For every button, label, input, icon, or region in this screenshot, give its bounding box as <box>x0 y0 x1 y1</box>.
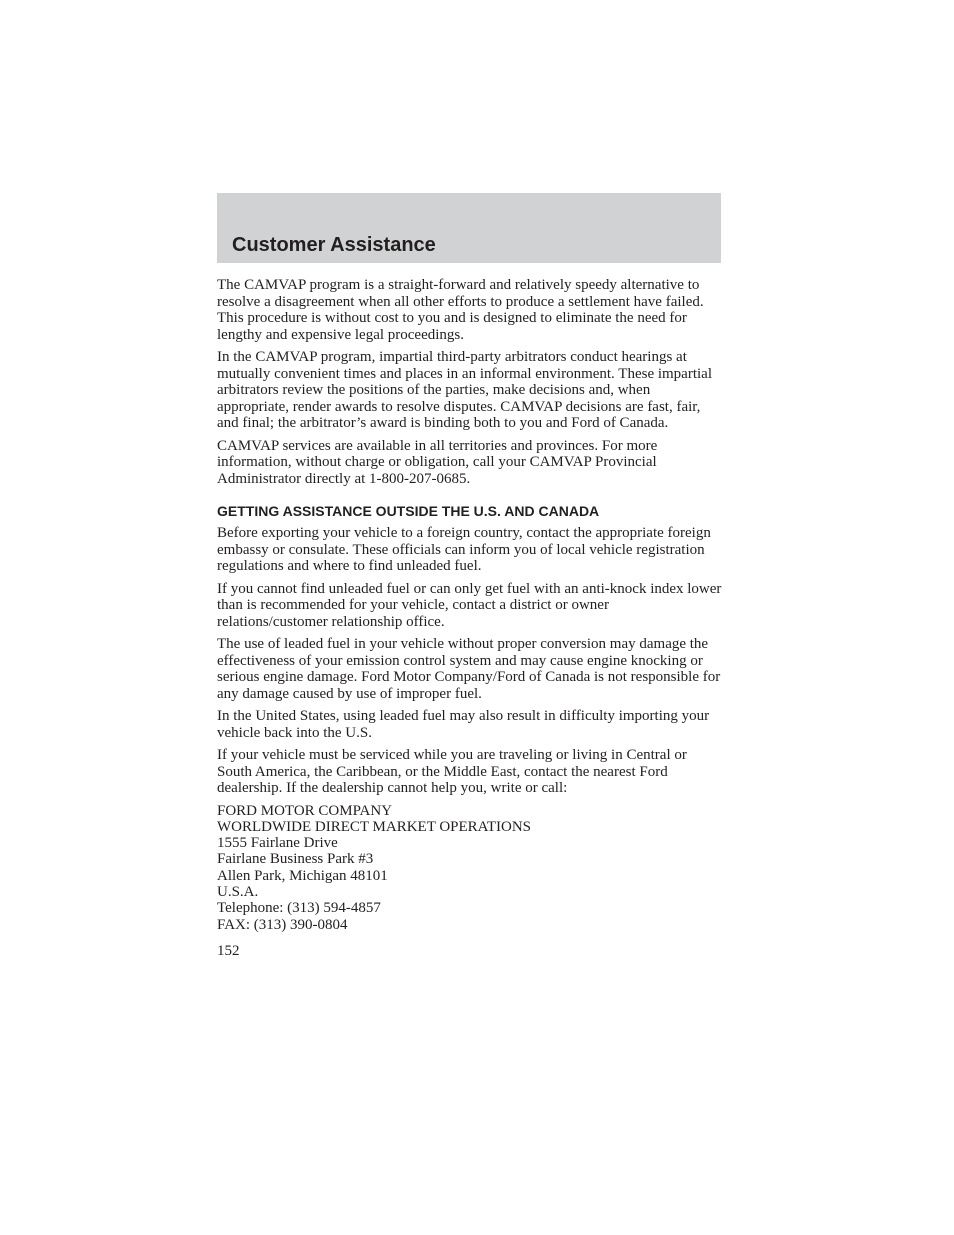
address-line: Fairlane Business Park #3 <box>217 851 374 868</box>
header-band <box>217 193 721 263</box>
paragraph-camvap-arbitrators: In the CAMVAP program, impartial third-party arbitrators conduct hearings at mutually convenient times and places in an informal environment. These impartial arbitrators review the positions of the parties, make decisions and, when appropriate, render awards to resolve disputes. CAMVAP decisions are fast, fair, and final; the arbitrator’s award is binding both to you and Ford of Canada. <box>217 349 712 431</box>
paragraph-exporting: Before exporting your vehicle to a foreign country, contact the appropriate foreign embassy or consulate. These officials can inform you of local vehicle registration regulations and where to find unleaded fuel. <box>217 525 711 574</box>
address-line: Allen Park, Michigan 48101 <box>217 867 388 884</box>
paragraph-importing: In the United States, using leaded fuel may also result in difficulty importing your vehicle back into the U.S. <box>217 708 710 741</box>
address-line: FORD MOTOR COMPANY <box>217 802 393 819</box>
paragraph-unleaded-fuel: If you cannot find unleaded fuel or can only get fuel with an anti-knock index lower than is recommended for your vehicle, contact a district or owner relations/customer relationship office. <box>217 580 722 630</box>
page-title: Customer Assistance <box>232 234 436 256</box>
paragraph-camvap-intro: The CAMVAP program is a straight-forward and relatively speedy alternative to resolve a disagreement when all other efforts to produce a settlement have failed. This procedure is without cost to you and is designed to eliminate the need for lengthy and expensive legal proceedings. <box>217 277 704 343</box>
telephone-number: Telephone: (313) 594-4857 <box>217 900 381 917</box>
address-line: U.S.A. <box>217 883 259 900</box>
page-number: 152 <box>217 942 240 959</box>
address-line: WORLDWIDE DIRECT MARKET OPERATIONS <box>217 818 532 835</box>
section-heading: GETTING ASSISTANCE OUTSIDE THE U.S. AND CANADA <box>217 503 600 519</box>
paragraph-servicing-abroad: If your vehicle must be serviced while you are traveling or living in Central or South America, the Caribbean, or the Middle East, contact the nearest Ford dealership. If the dealership cannot help you, write or call: <box>217 747 687 796</box>
paragraph-leaded-fuel-damage: The use of leaded fuel in your vehicle without proper conversion may damage the effectiveness of your emission control system and may cause engine knocking or serious engine damage. Ford Motor Company/Ford of Canada is not responsible for any damage caused by use of improper fuel. <box>217 636 721 702</box>
page-content <box>217 277 723 959</box>
contact-address <box>217 803 723 933</box>
fax-number: FAX: (313) 390-0804 <box>217 916 348 933</box>
address-line: 1555 Fairlane Drive <box>217 835 338 852</box>
paragraph-camvap-services: CAMVAP services are available in all territories and provinces. For more information, without charge or obligation, call your CAMVAP Provincial Administrator directly at 1-800-207-0685. <box>217 437 658 487</box>
